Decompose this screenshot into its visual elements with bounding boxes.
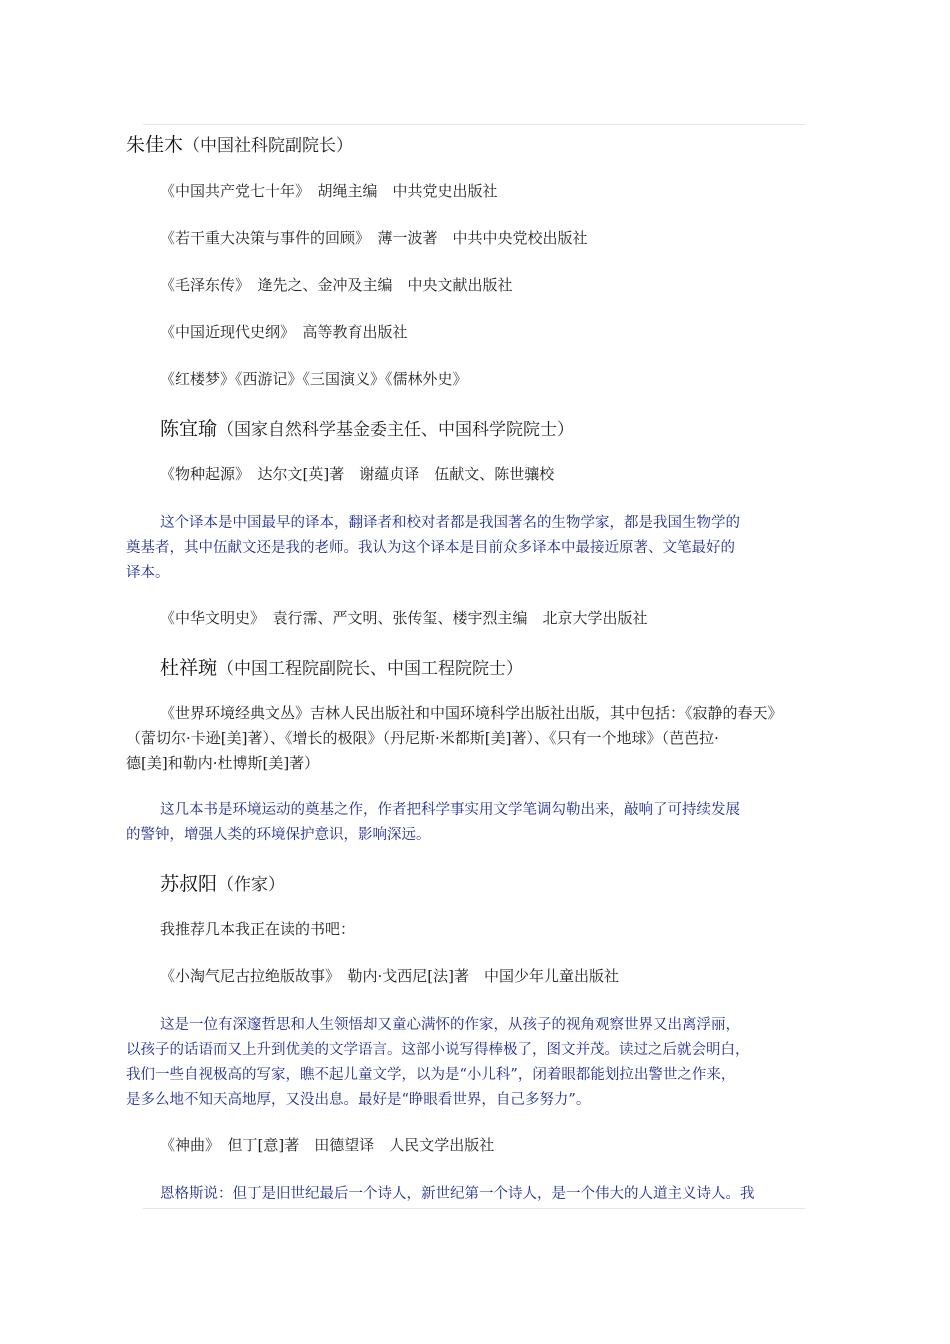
book-entry: 《物种起源》 达尔文[英]著 谢蕴贞译 伍献文、陈世骧校 <box>160 465 555 483</box>
book-entry: 《中国近现代史纲》 高等教育出版社 <box>160 323 408 341</box>
commentary-line: 恩格斯说：但丁是旧世纪最后一个诗人，新世纪第一个诗人，是一个伟大的人道主义诗人。我 <box>160 1186 755 1202</box>
author-name: 杜祥琬 <box>160 657 218 679</box>
text-line: 德[美]和勒内·杜博斯[美]著） <box>126 754 320 772</box>
book-entry: 《神曲》 但丁[意]著 田德望译 人民文学出版社 <box>160 1136 495 1154</box>
intro-text: 我推荐几本我正在读的书吧： <box>160 920 356 938</box>
text-line: （蕾切尔·卡逊[美]著）、《增长的极限》（丹尼斯·米都斯[美]著）、《只有一个地球》（芭芭拉· <box>126 729 719 747</box>
author-affiliation: （中国工程院副院长、中国工程院院士） <box>217 659 524 679</box>
author-affiliation: （中国社科院副院长） <box>183 136 354 156</box>
commentary-line: 以孩子的话语而又上升到优美的文学语言。这部小说写得棒极了，图文并茂。读过之后就会明白， <box>126 1042 750 1058</box>
page-bottom-rule <box>143 1208 805 1209</box>
commentary-line: 是多么地不知天高地厚，又没出息。最好是“睁眼看世界，自己多努力”。 <box>126 1092 591 1108</box>
page-top-rule <box>143 124 805 125</box>
commentary-line: 我们一些自视极高的写家，瞧不起儿童文学，以为是“小儿科”，闭着眼都能划拉出警世之作来， <box>126 1067 736 1083</box>
book-entry: 《毛泽东传》 逄先之、金冲及主编 中央文献出版社 <box>160 276 513 294</box>
commentary-line: 这个译本是中国最早的译本，翻译者和校对者都是我国著名的生物学家，都是我国生物学的 <box>160 515 740 531</box>
author-affiliation: （作家） <box>217 875 286 895</box>
author-name: 陈宜瑜 <box>160 418 218 440</box>
author-name: 朱佳木 <box>126 134 184 156</box>
text-line: 《世界环境经典文丛》吉林人民出版社和中国环境科学出版社出版，其中包括：《寂静的春天》 <box>160 704 783 722</box>
book-entry: 《若干重大决策与事件的回顾》 薄一波著 中共中央党校出版社 <box>160 229 588 247</box>
author-name: 苏叔阳 <box>160 873 218 895</box>
author-heading <box>126 130 353 157</box>
commentary-line: 的警钟，增强人类的环境保护意识，影响深远。 <box>126 827 431 843</box>
book-entry: 《中国共产党七十年》 胡绳主编 中共党史出版社 <box>160 182 498 200</box>
author-heading <box>160 869 285 896</box>
commentary-line: 译本。 <box>126 565 170 581</box>
author-heading <box>160 653 523 680</box>
commentary-line: 奠基者，其中伍献文还是我的老师。我认为这个译本是目前众多译本中最接近原著、文笔最好的 <box>126 540 735 556</box>
author-heading <box>160 414 574 441</box>
book-entry: 《红楼梦》《西游记》《三国演义》《儒林外史》 <box>160 370 468 388</box>
book-entry: 《小淘气尼古拉绝版故事》 勒内·戈西尼[法]著 中国少年儿童出版社 <box>160 967 619 985</box>
author-affiliation: （国家自然科学基金委主任、中国科学院院士） <box>217 420 575 440</box>
book-entry: 《中华文明史》 袁行霈、严文明、张传玺、楼宇烈主编 北京大学出版社 <box>160 609 648 627</box>
commentary-line: 这几本书是环境运动的奠基之作，作者把科学事实用文学笔调勾勒出来，敲响了可持续发展 <box>160 802 740 818</box>
commentary-line: 这是一位有深邃哲思和人生领悟却又童心满怀的作家，从孩子的视角观察世界又出离浮丽， <box>160 1017 740 1033</box>
